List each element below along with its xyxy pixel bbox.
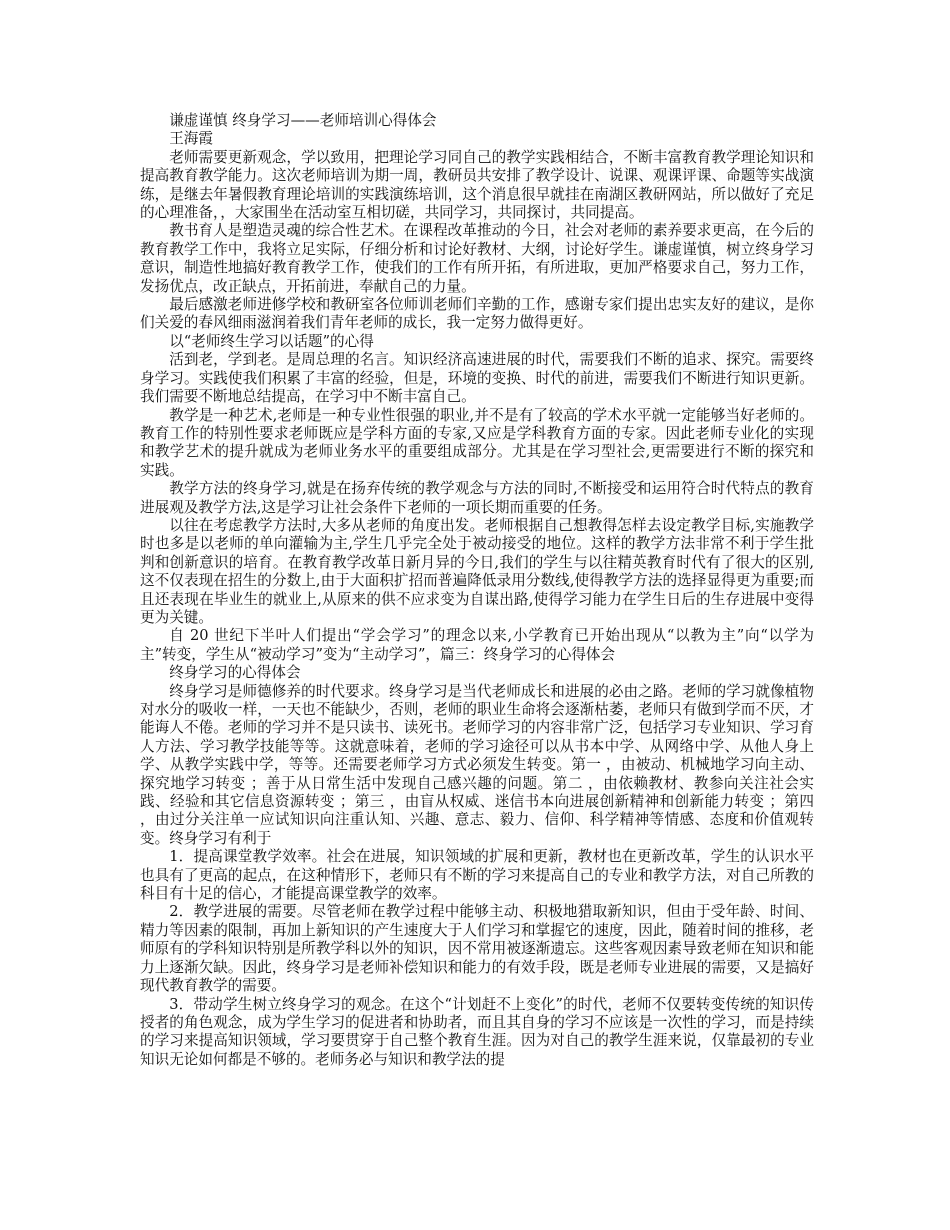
paragraph: 终身学习是师德修养的时代要求。终身学习是当代老师成长和进展的必由之路。老师的学习就像植物对水分的吸收一样，一天也不能缺少，否则，老师的职业生命将会逐渐枯萎，老师只有做到学而不厌，才能诲人不倦。老师的学习并不是只读书、读死书。老师学习的内容非常广泛，包括学习专业知识、学习育人方法、学习教学技能等等。这就意味着，老师的学习途径可以从书本中学、从网络中学、从他人身上学、从教学实践中学，等等。还需要老师学习方式必须发生转变。第一 ，由被动、机械地学习向主动、探究地学习转变 ；善于从日常生活中发现自己感兴趣的问题。第二 ，由依赖教材、教参向关注社会实践、经验和其它信息资源转变 ；第三 ，由盲从权威、迷信书本向进展创新精神和创新能力转变 ；第四 ，由过分关注单一应试知识向注重认知、兴趣、意志、毅力、信仰、科学精神等情感、态度和价值观转变。终身学习有利于 [140,682,814,847]
document-body [140,112,814,1069]
paragraph: 2．教学进展的需要。尽管老师在教学过程中能够主动、积极地猎取新知识，但由于受年龄、时间、精力等因素的限制，再加上新知识的产生速度大于人们学习和掌握它的速度，因此，随着时间的推移，老师原有的学科知识特别是所教学科以外的知识，因不常用被逐渐遗忘。这些客观因素导致老师在知识和能力上逐渐欠缺。因此，终身学习是老师补偿知识和能力的有效手段，既是老师专业进展的需要，又是搞好现代教育教学的需要。 [140,903,814,995]
paragraph: 1．提高课堂教学效率。社会在进展，知识领域的扩展和更新，教材也在更新改革，学生的认识水平也具有了更高的起点，在这种情形下，老师只有不断的学习来提高自己的专业和教学方法，对自己所教的科目有十足的信心，才能提高课堂教学的效率。 [140,848,814,903]
paragraph: 自 20 世纪下半叶人们提出“学会学习”的理念以来,小学教育已开始出现从“以教为主”向“以学为主”转变，学生从“被动学习”变为“主动学习”，篇三：终身学习的心得体会 [140,627,814,663]
paragraph: 3．带动学生树立终身学习的观念。在这个“计划赶不上变化”的时代，老师不仅要转变传统的知识传授者的角色观念，成为学生学习的促进者和协助者，而且其自身的学习不应该是一次性的学习，而是持续的学习来提高知识领域，学习要贯穿于自己整个教育生涯。因为对自己的教学生涯来说，仅靠最初的专业知识无论如何都是不够的。老师务必与知识和教学法的提 [140,995,814,1068]
section-heading: 以“老师终生学习以话题”的心得 [169,332,374,350]
paragraph: 教书育人是塑造灵魂的综合性艺术。在课程改革推动的今日，社会对老师的素养要求更高，在今后的教育教学工作中，我将立足实际，仔细分析和讨论好教材、大纲，讨论好学生。谦虚谨慎，树立终身学习意识，制造性地搞好教育教学工作，使我们的工作有所开拓，有所进取，更加严格要求自己，努力工作，发扬优点，改正缺点，开拓前进，奉献自己的力量。 [140,222,814,295]
document-title: 谦虚谨慎 终身学习——老师培训心得体会 [169,112,437,129]
document-author: 王海霞 [169,130,213,148]
paragraph: 最后感激老师进修学校和教研室各位师训老师们辛勤的工作，感谢专家们提出忠实友好的建议，是你们关爱的春风细雨滋润着我们青年老师的成长，我一定努力做得更好。 [140,296,814,332]
paragraph: 活到老，学到老。是周总理的名言。知识经济高速进展的时代，需要我们不断的追求、探究。需要终身学习。实践使我们积累了丰富的经验，但是，环境的变换、时代的前进，需要我们不断进行知识更新。我们需要不断地总结提高，在学习中不断丰富自己。 [140,351,814,406]
paragraph: 老师需要更新观念，学以致用，把理论学习同自己的教学实践相结合，不断丰富教育教学理论知识和提高教育教学能力。这次老师培训为期一周，教研员共安排了教学设计、说课、观课评课、命题等实战演练，是继去年暑假教育理论培训的实践演练培训，这个消息很早就挂在南湖区教研网站，所以做好了充足的心理准备，，大家围坐在活动室互相切磋，共同学习，共同探讨，共同提高。 [140,148,814,222]
paragraph: 以往在考虑教学方法时,大多从老师的角度出发。老师根据自己想教得怎样去设定教学目标,实施教学时也多是以老师的单向灌输为主,学生几乎完全处于被动接受的地位。这样的教学方法非常不利于学生批判和创新意识的培育。在教育教学改革日新月异的今日,我们的学生与以往精英教育时代有了很大的区别,这不仅表现在招生的分数上,由于大面积扩招而普遍降低录用分数线,使得教学方法的选择显得更为重要;而且还表现在毕业生的就业上,从原来的供不应求变为自谋出路,使得学习能力在学生日后的生存进展中变得更为关键。 [140,516,814,626]
paragraph: 教学方法的终身学习,就是在扬弃传统的教学观念与方法的同时,不断接受和运用符合时代特点的教育进展观及教学方法,这是学习让社会条件下老师的一项长期而重要的任务。 [140,480,814,516]
paragraph: 教学是一种艺术,老师是一种专业性很强的职业,并不是有了较高的学术水平就一定能够当好老师的。教育工作的特别性要求老师既应是学科方面的专家,又应是学科教育方面的专家。因此老师专业化的实现和教学艺术的提升就成为老师业务水平的重要组成部分。尤其是在学习型社会,更需要进行不断的探究和实践。 [140,406,814,479]
section-heading: 终身学习的心得体会 [169,664,301,682]
